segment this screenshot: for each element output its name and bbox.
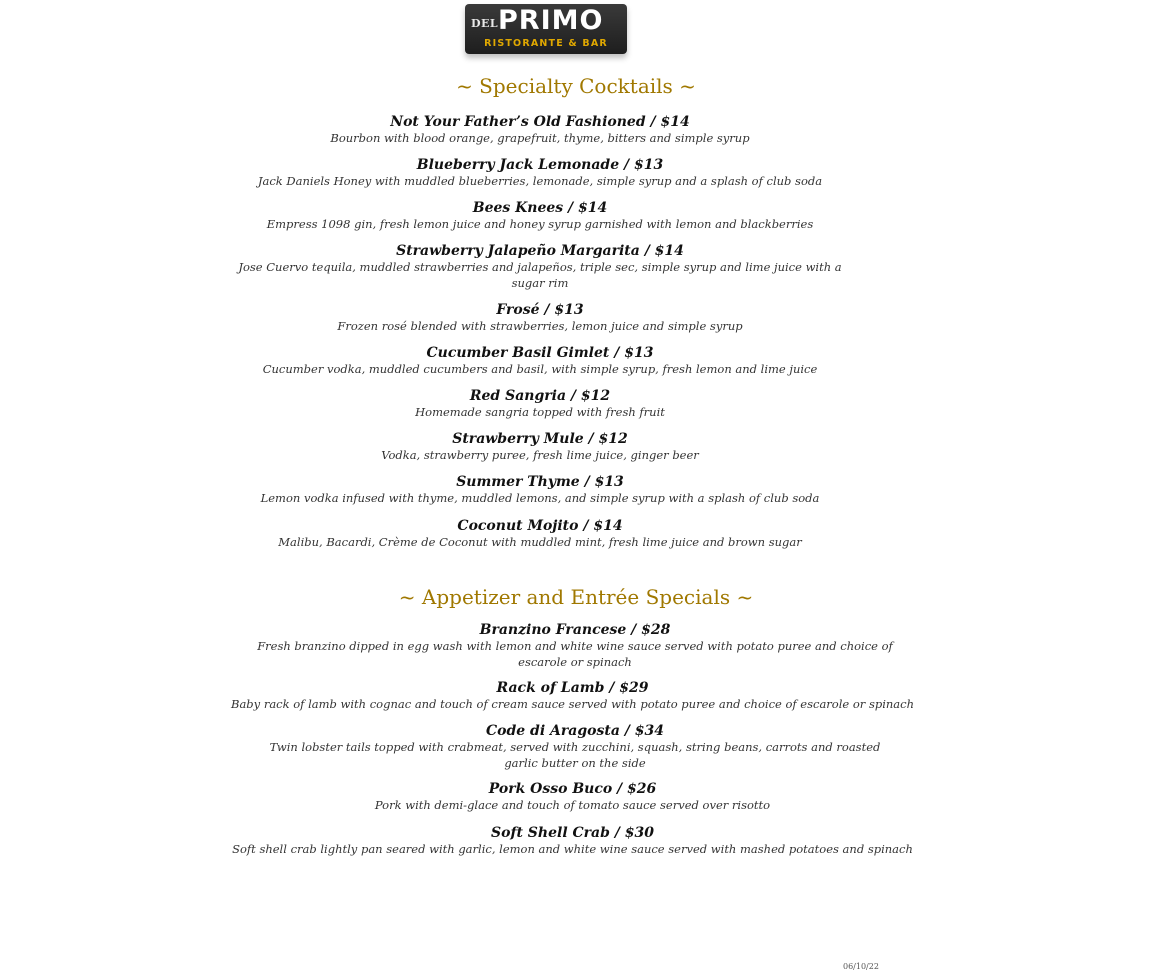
item-description: Frozen rosé blended with strawberries, lemon juice and simple syrup bbox=[337, 319, 743, 333]
item-description: Lemon vodka infused with thyme, muddled lemons, and simple syrup with a splash of club soda bbox=[260, 491, 820, 505]
item-description: Pork with demi-glace and touch of tomato sauce served over risotto bbox=[374, 798, 771, 812]
logo-primo-text: PRIMO bbox=[498, 5, 604, 36]
menu-item bbox=[255, 722, 895, 771]
menu-date: 06/10/22 bbox=[843, 962, 879, 971]
menu-item bbox=[200, 430, 880, 464]
item-name: Soft Shell Crab / $30 bbox=[491, 825, 654, 841]
item-name: Code di Aragosta / $34 bbox=[486, 723, 664, 739]
item-name: Coconut Mojito / $14 bbox=[457, 518, 623, 534]
item-name: Summer Thyme / $13 bbox=[456, 474, 624, 490]
menu-item bbox=[225, 242, 855, 291]
item-name: Strawberry Mule / $12 bbox=[452, 431, 628, 447]
menu-item bbox=[220, 679, 925, 713]
menu-item bbox=[200, 344, 880, 378]
restaurant-logo bbox=[465, 4, 627, 54]
menu-item bbox=[200, 387, 880, 421]
logo-del-text: DEL bbox=[471, 17, 499, 30]
item-name: Cucumber Basil Gimlet / $13 bbox=[426, 345, 654, 361]
item-description: Vodka, strawberry puree, fresh lime juice, ginger beer bbox=[381, 448, 699, 462]
item-name: Red Sangria / $12 bbox=[469, 388, 611, 404]
item-name: Pork Osso Buco / $26 bbox=[488, 781, 657, 797]
item-name: Not Your Father’s Old Fashioned / $14 bbox=[390, 114, 690, 130]
specials-section-title: ~ Appetizer and Entrée Specials ~ bbox=[398, 585, 754, 609]
menu-item bbox=[200, 199, 880, 233]
item-name: Branzino Francese / $28 bbox=[479, 622, 671, 638]
menu-item bbox=[200, 473, 880, 507]
menu-item bbox=[200, 113, 880, 147]
menu-item bbox=[255, 621, 895, 670]
item-description: Bourbon with blood orange, grapefruit, thyme, bitters and simple syrup bbox=[330, 131, 750, 145]
item-description: Jose Cuervo tequila, muddled strawberries and jalapeños, triple sec, simple syrup and lime juice with a sugar rim bbox=[238, 260, 842, 290]
item-description: Twin lobster tails topped with crabmeat, served with zucchini, squash, string beans, carrots and roasted garlic butter on the side bbox=[269, 740, 881, 770]
item-name: Rack of Lamb / $29 bbox=[496, 680, 649, 696]
item-description: Fresh branzino dipped in egg wash with lemon and white wine sauce served with potato puree and choice of escarole or spinach bbox=[257, 639, 893, 669]
item-description: Cucumber vodka, muddled cucumbers and basil, with simple syrup, fresh lemon and lime juice bbox=[262, 362, 818, 376]
cocktails-section-title: ~ Specialty Cocktails ~ bbox=[456, 74, 696, 98]
item-description: Baby rack of lamb with cognac and touch of cream sauce served with potato puree and choice of escarole or spinach bbox=[231, 697, 914, 711]
logo-subtitle: RISTORANTE & BAR bbox=[484, 38, 608, 49]
item-description: Empress 1098 gin, fresh lemon juice and honey syrup garnished with lemon and blackberries bbox=[266, 217, 814, 231]
menu-item bbox=[200, 517, 880, 551]
menu-item bbox=[220, 824, 925, 858]
item-description: Soft shell crab lightly pan seared with garlic, lemon and white wine sauce served with mashed potatoes and spinach bbox=[232, 842, 913, 856]
menu-item bbox=[200, 301, 880, 335]
menu-item bbox=[220, 780, 925, 814]
item-description: Homemade sangria topped with fresh fruit bbox=[415, 405, 665, 419]
item-name: Bees Knees / $14 bbox=[472, 200, 608, 216]
item-name: Frosé / $13 bbox=[496, 302, 584, 318]
menu-item bbox=[200, 156, 880, 190]
item-name: Blueberry Jack Lemonade / $13 bbox=[416, 157, 664, 173]
item-description: Malibu, Bacardi, Crème de Coconut with muddled mint, fresh lime juice and brown sugar bbox=[278, 535, 802, 549]
item-description: Jack Daniels Honey with muddled blueberries, lemonade, simple syrup and a splash of club soda bbox=[257, 174, 823, 188]
item-name: Strawberry Jalapeño Margarita / $14 bbox=[396, 243, 684, 259]
